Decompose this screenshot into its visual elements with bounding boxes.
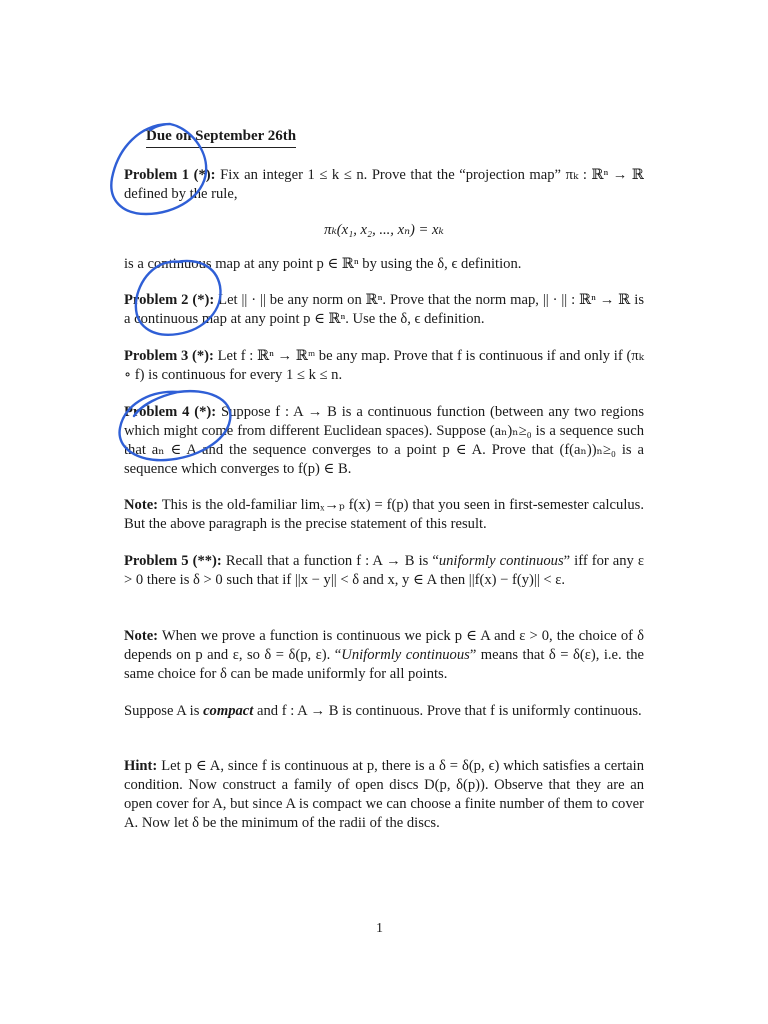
note-2-emphasis: Uniformly continuous xyxy=(341,647,470,663)
problem-1 xyxy=(124,166,644,204)
compact-statement xyxy=(124,702,644,721)
note-2-body-pre: When we prove a function is continuous we pick p ∈ A and ε > 0, the choice of δ depends on p and ε, so δ = δ(p, ε). “ xyxy=(124,628,644,663)
problem-3-body: Let f : ℝⁿ → ℝᵐ be any map. Prove that f is continuous if and only if (πₖ ∘ f) is continuous for every 1 ≤ k ≤ n. xyxy=(124,348,644,383)
note-1-body: This is the old-familiar limₓ→ₚ f(x) = f(p) that you seen in first-semester calculus. But the above paragraph is the precise statement of this result. xyxy=(124,497,645,532)
compact-post: and f : A → B is continuous. Prove that f is uniformly continuous. xyxy=(253,703,642,719)
page-number: 1 xyxy=(376,921,383,936)
problem-2-body: Let || · || be any norm on ℝⁿ. Prove that the norm map, || · || : ℝⁿ → ℝ is a continuous map at any point p ∈ ℝⁿ. Use the δ, ϵ definition. xyxy=(124,292,644,327)
projection-formula: πₖ(x₁, x₂, ..., xₙ) = xₖ xyxy=(324,222,444,238)
problem-4-body: Suppose f : A → B is a continuous function (between any two regions which might come from different Euclidean spaces). Suppose (aₙ)ₙ≥₀ is a sequence such that aₙ ∈ A and the sequence converges to a point p ∈ A. Prove that (f(aₙ))ₙ≥₀ is a sequence which converges to f(p) ∈ B. xyxy=(124,404,645,477)
problem-5 xyxy=(124,552,644,590)
problem-1-tail xyxy=(124,255,644,274)
hint-label: Hint: xyxy=(124,758,158,774)
hint-body: Let p ∈ A, since f is continuous at p, there is a δ = δ(p, ϵ) which satisfies a certain condition. Now construct a family of open discs D(p, δ(p)). Observe that they are an open cover for A, but since A is compact we can choose a finite number of them to cover A. Now let δ be the minimum of the radii of the discs. xyxy=(124,758,644,831)
compact-emphasis: compact xyxy=(203,703,254,719)
note-2-body-post: ” means that δ = δ(ε), i.e. the same choice for δ can be made uniformly for all points. xyxy=(124,647,644,682)
problem-5-emphasis: uniformly continuous xyxy=(438,553,564,569)
note-2 xyxy=(124,627,644,684)
compact-pre: Suppose A is xyxy=(124,703,204,719)
problem-4 xyxy=(124,403,644,479)
problem-5-body-pre: Recall that a function f : A → B is “ xyxy=(225,553,439,569)
due-date-heading: Due on September 26th xyxy=(146,128,296,148)
problem-2-label: Problem 2 (*): xyxy=(124,292,215,308)
problem-1-label: Problem 1 (*): xyxy=(124,167,216,183)
note-1 xyxy=(124,496,644,534)
problem-5-label: Problem 5 (**): xyxy=(124,553,222,569)
problem-1-body: Fix an integer 1 ≤ k ≤ n. Prove that the “projection map” πₖ : ℝⁿ → ℝ defined by the rule, xyxy=(124,167,644,202)
note-2-label: Note: xyxy=(124,628,159,644)
problem-3 xyxy=(124,347,644,385)
problem-5-body-post: ” iff for any ε > 0 there is δ > 0 such that if ||x − y|| < δ and x, y ∈ A then ||f(x) − f(y)|| < ε. xyxy=(124,553,645,588)
hint xyxy=(124,757,644,833)
problem-4-label: Problem 4 (*): xyxy=(124,404,217,420)
problem-3-label: Problem 3 (*): xyxy=(124,348,214,364)
problem-1-tail-text: is a continuous map at any point p ∈ ℝⁿ by using the δ, ϵ definition. xyxy=(124,256,522,272)
note-1-label: Note: xyxy=(124,497,159,513)
problem-2 xyxy=(124,291,644,329)
